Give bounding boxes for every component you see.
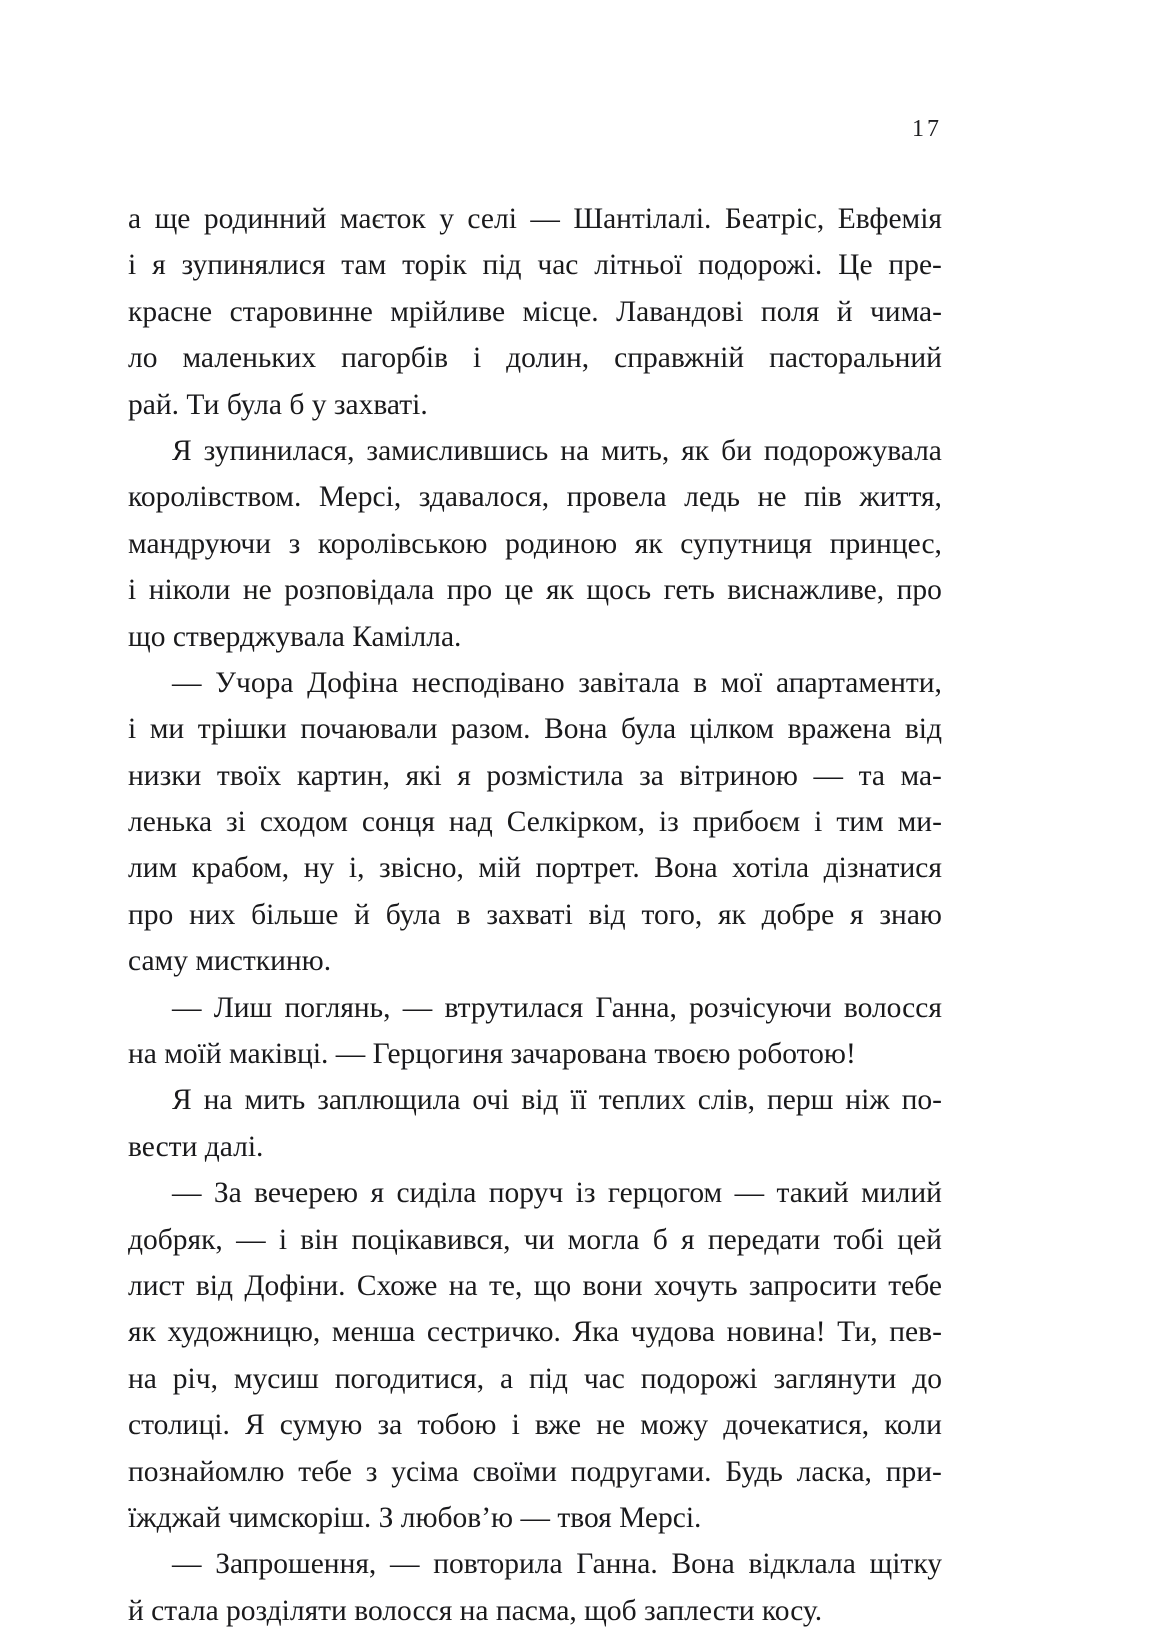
- word: повторила: [433, 1548, 563, 1581]
- word: несподівано: [411, 666, 565, 699]
- text-line: [128, 1541, 942, 1587]
- text-line: [128, 335, 942, 381]
- word: ло: [128, 342, 158, 375]
- word: та: [858, 759, 885, 792]
- word: подорожі.: [698, 249, 823, 282]
- word: прибоєм: [692, 806, 801, 839]
- text-line: [128, 1402, 942, 1448]
- word: з: [365, 1455, 378, 1488]
- word: добре: [761, 898, 835, 931]
- word: Дофіни.: [244, 1269, 346, 1302]
- word: очі: [472, 1084, 510, 1117]
- word: із: [658, 806, 679, 839]
- word: з: [288, 527, 301, 560]
- paragraph: [128, 428, 942, 660]
- word: сумую: [279, 1409, 363, 1442]
- word: на: [203, 1084, 233, 1117]
- word: щітку: [869, 1548, 942, 1581]
- word: під: [482, 249, 522, 282]
- paragraph: [128, 660, 942, 985]
- word: ледь: [684, 481, 740, 514]
- word: в: [456, 898, 471, 931]
- word: ма-: [900, 759, 942, 792]
- word: Евфемія: [837, 203, 942, 235]
- word: він: [300, 1223, 339, 1256]
- word: маєток: [339, 203, 426, 235]
- word: апартаменти,: [776, 666, 942, 699]
- word: мандруючи: [128, 527, 272, 560]
- word: мій: [478, 852, 522, 885]
- word: добряк,: [128, 1223, 223, 1256]
- word: а: [499, 1362, 514, 1395]
- word: замислившись: [366, 434, 549, 467]
- word: художницю,: [167, 1316, 321, 1349]
- word: від: [904, 713, 942, 746]
- word: літньої: [594, 249, 683, 282]
- word: родиною: [505, 527, 618, 560]
- word: як: [634, 527, 663, 560]
- word: щось: [586, 574, 652, 607]
- paragraph: [128, 1077, 942, 1170]
- word: із: [575, 1177, 596, 1210]
- text-line: [128, 567, 942, 613]
- word: Це: [838, 249, 873, 282]
- text-line: саму мисткиню.: [128, 945, 332, 978]
- word: родинний: [203, 203, 327, 235]
- word: пагорбів: [341, 342, 449, 375]
- word: такий: [776, 1177, 849, 1210]
- word: дізнатися: [823, 852, 942, 885]
- word: поцікавився,: [351, 1223, 511, 1256]
- word: мусиш: [233, 1362, 319, 1395]
- text-line: [128, 1449, 942, 1495]
- word: королівською: [317, 527, 488, 560]
- word: і: [128, 713, 137, 746]
- word: виснажливе,: [727, 574, 885, 607]
- word: почаювали: [300, 713, 438, 746]
- word: час: [583, 1362, 625, 1395]
- word: супутниця: [680, 527, 813, 560]
- word: Ганна,: [595, 991, 677, 1024]
- word: Схоже: [356, 1269, 438, 1302]
- word: Шантілалі.: [573, 203, 712, 235]
- word: на: [448, 1269, 478, 1302]
- word: й: [354, 898, 370, 931]
- word: я: [457, 759, 471, 792]
- word: цілком: [689, 713, 775, 746]
- word: ласка,: [796, 1455, 872, 1488]
- word: ленька: [128, 806, 213, 839]
- word: Вона: [654, 852, 718, 885]
- word: мої: [720, 666, 763, 699]
- text-line: їжджай чимскоріш. З любов’ю — твоя Мерсі.: [128, 1501, 702, 1534]
- text-line: [128, 428, 942, 474]
- word: герцогом: [607, 1177, 723, 1210]
- word: —: [172, 1177, 202, 1210]
- word: вони: [582, 1269, 643, 1302]
- word: звісно,: [379, 852, 464, 885]
- word: Ганна.: [576, 1548, 658, 1581]
- word: річ,: [172, 1362, 218, 1395]
- word: сестричко.: [426, 1316, 561, 1349]
- word: принцес,: [829, 527, 942, 560]
- word: її: [570, 1084, 587, 1117]
- word: здавалося,: [418, 481, 550, 514]
- word: цей: [897, 1223, 942, 1256]
- text-line: [128, 845, 942, 891]
- word: ніколи: [148, 574, 231, 607]
- word: теплих: [598, 1084, 686, 1117]
- word: які: [405, 759, 442, 792]
- word: не: [596, 1409, 626, 1442]
- text-line: [128, 196, 942, 242]
- word: Беатріс,: [724, 203, 825, 235]
- word: —: [402, 991, 433, 1024]
- text-line: [128, 1077, 942, 1123]
- word: як: [681, 434, 710, 467]
- word: сонця: [361, 806, 435, 839]
- word: За: [213, 1177, 242, 1210]
- word: заплющила: [317, 1084, 461, 1117]
- word: заглянути: [773, 1362, 897, 1395]
- word: що: [533, 1269, 572, 1302]
- word: Вона: [671, 1548, 735, 1581]
- word: би: [721, 434, 752, 467]
- word: разом.: [451, 713, 531, 746]
- word: тобою: [417, 1409, 497, 1442]
- word: сиділа: [396, 1177, 477, 1210]
- word: чима-: [869, 295, 942, 328]
- word: Вона: [544, 713, 608, 746]
- word: —: [734, 1177, 765, 1210]
- word: Лавандові: [616, 295, 744, 328]
- word: ще: [154, 203, 191, 235]
- word: —: [172, 666, 202, 699]
- word: —: [172, 1548, 202, 1581]
- word: старовинне: [229, 295, 373, 328]
- word: слів,: [697, 1084, 756, 1117]
- word: чи: [523, 1223, 555, 1256]
- word: Дофіна: [307, 666, 399, 699]
- word: пев-: [889, 1316, 942, 1349]
- word: вітриною: [679, 759, 798, 792]
- word: ми-: [897, 806, 942, 839]
- text-line: що стверджувала Камілла.: [128, 620, 462, 653]
- word: пре-: [888, 249, 942, 282]
- word: королівством.: [128, 481, 302, 514]
- word: поглянь,: [284, 991, 391, 1024]
- word: столиці.: [128, 1409, 230, 1442]
- word: а: [128, 203, 142, 235]
- word: чудова: [630, 1316, 715, 1349]
- text-line: [128, 892, 942, 938]
- word: ну: [303, 852, 335, 885]
- word: лим: [128, 852, 178, 885]
- word: я: [850, 898, 864, 931]
- word: я: [681, 1223, 695, 1256]
- paragraph: [128, 196, 942, 428]
- word: хочуть: [653, 1269, 738, 1302]
- word: про: [446, 574, 493, 607]
- text-line: рай. Ти була б у захваті.: [128, 388, 428, 421]
- word: це: [504, 574, 534, 607]
- word: картин,: [296, 759, 390, 792]
- word: Мерсі,: [318, 481, 402, 514]
- word: —: [390, 1548, 420, 1581]
- word: трішки: [197, 713, 287, 746]
- word: запросити: [748, 1269, 877, 1302]
- word: селі: [467, 203, 517, 235]
- word: й: [836, 295, 853, 328]
- word: геть: [663, 574, 715, 607]
- word: захваті: [486, 898, 573, 931]
- word: твоїх: [216, 759, 282, 792]
- word: того,: [641, 898, 703, 931]
- word: завітала: [578, 666, 680, 699]
- word: і: [128, 574, 137, 607]
- word: розмістила: [486, 759, 624, 792]
- text-line: вести далі.: [128, 1130, 264, 1163]
- word: тим: [836, 806, 884, 839]
- word: про: [896, 574, 942, 607]
- word: можу: [640, 1409, 709, 1442]
- word: я: [152, 249, 166, 282]
- word: місце.: [522, 295, 599, 328]
- paragraph: [128, 985, 942, 1078]
- word: погодитися,: [334, 1362, 485, 1395]
- word: пасторальний: [769, 342, 942, 375]
- word: подругами.: [570, 1455, 712, 1488]
- text-line: [128, 1356, 942, 1402]
- word: Ти,: [837, 1316, 878, 1349]
- word: і: [511, 1409, 520, 1442]
- text-line: [128, 799, 942, 845]
- text-line: [128, 1217, 942, 1263]
- word: поля: [760, 295, 820, 328]
- word: низки: [128, 759, 202, 792]
- word: Я: [172, 434, 192, 467]
- text-line: й стала розділяти волосся на пасма, щоб заплести косу.: [128, 1594, 823, 1627]
- word: перш: [767, 1084, 834, 1117]
- word: під: [528, 1362, 568, 1395]
- word: на: [128, 1362, 157, 1395]
- word: коли: [884, 1409, 942, 1442]
- word: сходом: [259, 806, 348, 839]
- word: розповідала: [284, 574, 435, 607]
- word: від: [195, 1269, 234, 1302]
- word: не: [242, 574, 272, 607]
- word: я: [370, 1177, 385, 1210]
- word: красне: [128, 295, 213, 328]
- word: була: [620, 713, 677, 746]
- paragraph: [128, 1170, 942, 1541]
- word: вражена: [787, 713, 892, 746]
- word: Я: [244, 1409, 265, 1442]
- word: поруч: [488, 1177, 564, 1210]
- text-line: [128, 985, 942, 1031]
- word: про: [128, 898, 174, 931]
- word: милий: [861, 1177, 942, 1210]
- word: вечерею: [254, 1177, 359, 1210]
- word: волосся: [843, 991, 942, 1024]
- word: і: [278, 1223, 288, 1256]
- word: вже: [534, 1409, 582, 1442]
- word: і,: [348, 852, 365, 885]
- word: від: [521, 1084, 559, 1117]
- word: розчісуючи: [689, 991, 832, 1024]
- word: і: [472, 342, 482, 375]
- text-line: [128, 1263, 942, 1309]
- word: подорожі: [640, 1362, 758, 1395]
- word: зупинялися: [181, 249, 326, 282]
- word: в: [693, 666, 708, 699]
- word: Селкірком,: [506, 806, 645, 839]
- word: зі: [226, 806, 246, 839]
- word: —: [530, 203, 560, 235]
- word: мить,: [601, 434, 670, 467]
- word: ми: [149, 713, 185, 746]
- word: познайомлю: [128, 1455, 285, 1488]
- text-line: [128, 660, 942, 706]
- text-line: [128, 706, 942, 752]
- word: при-: [885, 1455, 942, 1488]
- text-line: [128, 753, 942, 799]
- word: і: [814, 806, 823, 839]
- word: більше: [251, 898, 339, 931]
- word: на: [560, 434, 590, 467]
- word: усіма: [391, 1455, 459, 1488]
- word: мить: [244, 1084, 306, 1117]
- word: по-: [901, 1084, 942, 1117]
- word: маленьких: [182, 342, 317, 375]
- word: у: [439, 203, 454, 235]
- word: —: [813, 759, 843, 792]
- word: хотіла: [732, 852, 810, 885]
- word: не: [757, 481, 787, 514]
- word: тобі: [833, 1223, 884, 1256]
- word: знаю: [879, 898, 942, 931]
- word: —: [236, 1223, 266, 1256]
- word: тебе: [298, 1455, 352, 1488]
- word: лист: [128, 1269, 185, 1302]
- word: дочекатися,: [723, 1409, 870, 1442]
- word: як: [128, 1316, 156, 1349]
- word: подорожувала: [763, 434, 942, 467]
- page-text-block: [128, 196, 942, 1634]
- word: торік: [402, 249, 467, 282]
- word: портрет.: [535, 852, 640, 885]
- text-line: [128, 1309, 942, 1355]
- word: те,: [488, 1269, 523, 1302]
- word: відклала: [748, 1548, 856, 1581]
- word: Учора: [215, 666, 294, 699]
- word: Я: [172, 1084, 192, 1117]
- word: Лиш: [213, 991, 273, 1024]
- paragraph: [128, 1541, 942, 1634]
- word: до: [912, 1362, 942, 1395]
- word: за: [639, 759, 664, 792]
- word: тебе: [888, 1269, 942, 1302]
- text-line: [128, 242, 942, 288]
- word: Запрошення,: [215, 1548, 377, 1581]
- word: менша: [331, 1316, 416, 1349]
- word: крабом,: [191, 852, 290, 885]
- word: б: [652, 1223, 668, 1256]
- word: могла: [567, 1223, 640, 1256]
- word: зупинилася,: [203, 434, 355, 467]
- text-line: [128, 474, 942, 520]
- page-number: 17: [912, 116, 942, 142]
- word: життя,: [859, 481, 942, 514]
- word: справжній: [614, 342, 745, 375]
- word: Будь: [725, 1455, 783, 1488]
- word: них: [189, 898, 236, 931]
- word: і: [128, 249, 137, 282]
- text-line: [128, 521, 942, 567]
- word: провела: [566, 481, 667, 514]
- word: за: [377, 1409, 403, 1442]
- word: як: [717, 898, 746, 931]
- text-line: на моїй маківці. — Герцогиня зачарована твоєю роботою!: [128, 1038, 856, 1071]
- word: мрійливе: [390, 295, 506, 328]
- word: долин,: [506, 342, 590, 375]
- word: там: [341, 249, 387, 282]
- word: передати: [707, 1223, 821, 1256]
- word: пів: [803, 481, 842, 514]
- word: від: [588, 898, 626, 931]
- text-line: [128, 1170, 942, 1216]
- word: новина!: [726, 1316, 826, 1349]
- word: над: [448, 806, 493, 839]
- word: була: [385, 898, 441, 931]
- word: Яка: [572, 1316, 620, 1349]
- word: своїми: [472, 1455, 557, 1488]
- text-line: [128, 289, 942, 335]
- word: як: [545, 574, 574, 607]
- word: втрутилася: [444, 991, 584, 1024]
- word: час: [537, 249, 579, 282]
- word: —: [172, 991, 202, 1024]
- word: ніж: [845, 1084, 890, 1117]
